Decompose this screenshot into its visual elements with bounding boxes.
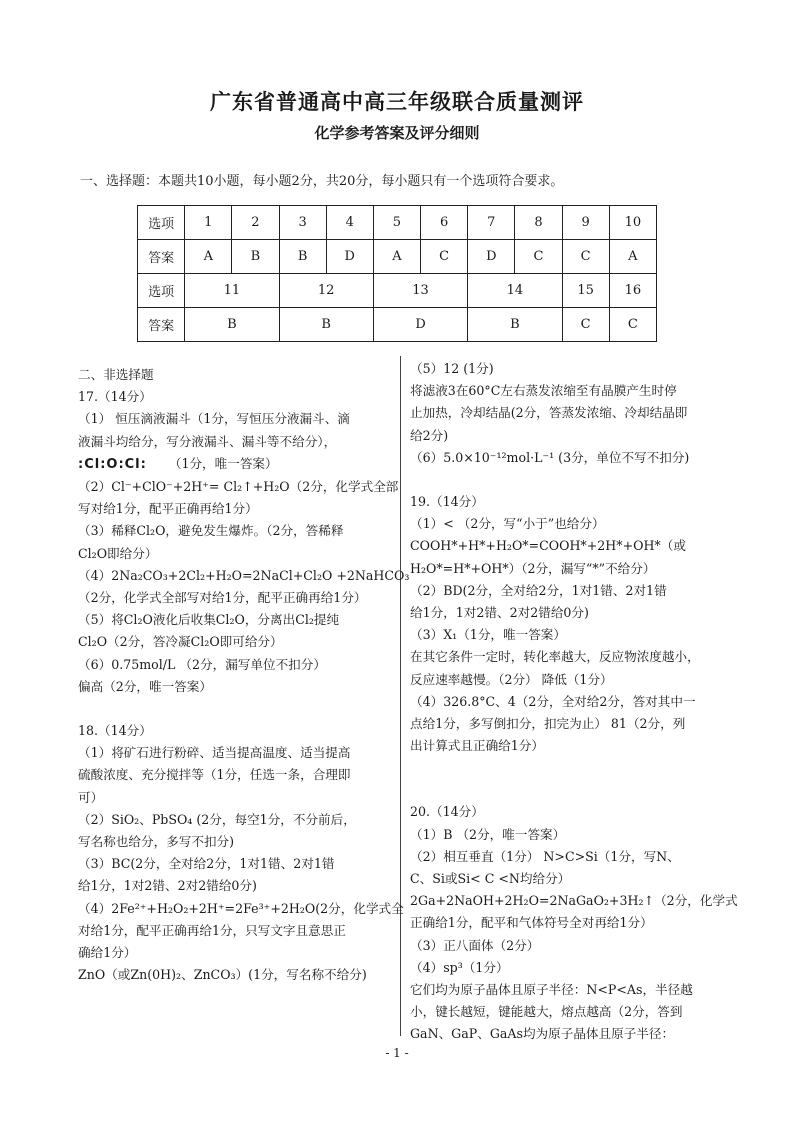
text-line: 20.（14分） [410,804,484,820]
table-cell: 10 [609,206,656,240]
table-cell: C [609,308,656,342]
left-column [78,364,410,986]
text-line: （3）X₁（1分，唯一答案） [410,627,566,643]
text-line: （5）将Cl₂O液化后收集Cl₂O，分离出Cl₂提纯 [78,612,340,628]
text-line: （1）B （2分，唯一答案） [410,826,566,842]
text-line: 偏高（2分，唯一答案） [78,678,212,694]
table-cell: 5 [373,206,420,240]
table-cell: C [421,240,468,274]
text-line: 小，键长越短，键能越大，熔点越高（2分，答到 [410,1004,683,1020]
right-column [410,358,738,1046]
text-line: 19.（14分） [410,494,484,510]
text-line: （6）5.0×10⁻¹²mol·L⁻¹ (3分，单位不写不扣分) [410,449,690,465]
text-line: （2）相互垂直（1分） N>C>Si（1分，写N、 [410,848,680,864]
table-row [138,206,657,240]
text-line: （2分，化学式全部写对给1分，配平正确再给1分） [78,590,367,606]
table-cell: A [185,240,232,274]
table-cell: 16 [609,274,656,308]
table-cell: B [279,240,326,274]
lewis-structure-line [78,453,390,476]
page-number: - 1 - [385,1046,409,1060]
table-cell: 2 [232,206,279,240]
text-line: （2）BD(2分，全对给2分，1对1错、2对1错 [410,582,667,598]
text-line: 18.（14分） [78,723,152,739]
text-line: 反应速率越慢。（2分） 降低（1分） [410,671,613,687]
answer-table [137,205,657,342]
text-line: （2）Cl⁻+ClO⁻+2H⁺= Cl₂↑+H₂O（2分，化学式全部 [78,479,399,495]
text-line: 在其它条件一定时，转化率越大，反应物浓度越小， [410,649,700,665]
table-cell: B [232,240,279,274]
text-line: 可） [78,789,104,805]
text-line [78,698,390,720]
table-cell: C [562,308,609,342]
text-line: （6）0.75mol/L （2分，漏写单位不扣分） [78,656,326,672]
table-row [138,308,657,342]
table-cell: B [468,308,562,342]
text-line: 二、非选择题 [78,367,154,382]
text-line: 写对给1分，配平正确再给1分） [78,501,258,517]
table-cell: B [185,308,279,342]
table-cell: 7 [468,206,515,240]
text-line: （1） 恒压滴液漏斗（1分，写恒压分液漏斗、滴 [78,411,350,427]
text-line: （3）稀释Cl₂O，避免发生爆炸。（2分，答稀释 [78,523,344,539]
table-cell: C [562,240,609,274]
lewis-structure: :Cl:O:Cl: [78,456,147,472]
text-line: 给1分，1对2错、2对2错给0分) [78,878,257,894]
text-line: 出计算式且正确给1分） [410,738,544,754]
text-line: 将滤液3在60°C左右蒸发浓缩至有晶膜产生时停 [410,383,677,399]
table-cell: 9 [562,206,609,240]
text-line: C、Si或Si< C <N均给分） [410,871,571,887]
text-line: （1）< （2分，写“小于”也给分） [410,516,605,532]
text-line: （3）BC(2分，全对给2分，1对1错、2对1错 [78,856,335,872]
text-line: ZnO（或Zn(0H)₂、ZnCO₃）(1分，写名称不给分) [78,967,367,983]
table-cell: 8 [515,206,562,240]
text-line: 液漏斗均给分，写分液漏斗、漏斗等不给分）， [78,433,337,449]
text-line: 确给1分） [78,945,137,961]
text-line: 17.（14分） [78,389,152,405]
table-cell: 4 [326,206,373,240]
text-line [410,757,720,779]
row-label: 答案 [138,308,185,342]
text-line: 点给1分，多写倒扣分，扣完为止） 81（2分，列 [410,716,686,732]
document-title: 广东省普通高中高三年级联合质量测评 [210,89,584,114]
table-cell: A [373,240,420,274]
table-row [138,274,657,308]
text-line: （4）326.8°C、4（2分，全对给2分，答对其中一 [410,693,696,709]
table-cell: D [326,240,373,274]
text-line: GaN、GaP、GaAs均为原子晶体且原子半径： [410,1026,675,1042]
text-line: 止加热，冷却结晶(2分，答蒸发浓缩、冷却结晶即 [410,405,688,421]
table-cell: 3 [279,206,326,240]
part1-intro: 一、选择题：本题共10小题，每小题2分，共20分，每小题只有一个选项符合要求。 [80,174,564,189]
text-line: （1）将矿石进行粉碎、适当提高温度、适当提高 [78,745,351,761]
text-line: 它们均为原子晶体且原子半径：N<P<As，半径越 [410,982,693,998]
text-line: 对给1分，配平正确再给1分，只写文字且意思正 [78,922,346,938]
table-cell: D [373,308,467,342]
text-line [410,779,720,801]
table-cell: D [468,240,515,274]
text-line: 给1分，1对2错、2对2错给0分) [410,605,589,621]
table-cell: C [515,240,562,274]
text-line: （5）12 (1分) [410,361,494,376]
lewis-structure-note: （1分，唯一答案） [168,455,278,471]
row-label: 选项 [138,274,185,308]
table-cell: 11 [185,274,279,308]
table-cell: 15 [562,274,609,308]
table-cell: 1 [185,206,232,240]
column-divider [400,356,401,1036]
text-line: 正确给1分，配平和气体符号全对再给1分） [410,915,653,931]
text-line: Cl₂O（2分，答冷凝Cl₂O即可给分） [78,634,283,650]
text-line: （2）SiO₂、PbSO₄ (2分，每空1分，不分前后， [78,811,356,827]
text-line: 2Ga+2NaOH+2H₂O=2NaGaO₂+3H₂↑（2分，化学式 [410,893,738,909]
text-line: （4）2Fe²⁺+H₂O₂+2H⁺=2Fe³⁺+2H₂O(2分，化学式全 [78,900,404,916]
document-subtitle: 化学参考答案及评分细则 [314,124,480,142]
text-line: 写名称也给分，多写不扣分) [78,834,235,850]
table-cell: 14 [468,274,562,308]
text-line: 硫酸浓度、充分搅拌等（1分，任选一条，合理即 [78,767,351,783]
text-line: （4）sp³（1分） [410,959,509,975]
text-line: （3）正八面体（2分） [410,937,540,953]
table-cell: 6 [421,206,468,240]
table-cell: B [279,308,373,342]
table-cell: A [609,240,656,274]
row-label: 选项 [138,206,185,240]
text-line [410,469,720,491]
text-line: 给2分) [410,427,449,443]
text-line: H₂O*=H*+OH*）（2分，漏写“*”不给分） [410,560,656,576]
text-line: （4）2Na₂CO₃+2Cl₂+H₂O=2NaCl+Cl₂O +2NaHCO₃ [78,567,410,583]
row-label: 答案 [138,240,185,274]
table-cell: 13 [373,274,467,308]
table-row [138,240,657,274]
table-cell: 12 [279,274,373,308]
text-line: COOH*+H*+H₂O*=COOH*+2H*+OH*（或 [410,538,686,554]
text-line: Cl₂O即给分） [78,545,158,561]
